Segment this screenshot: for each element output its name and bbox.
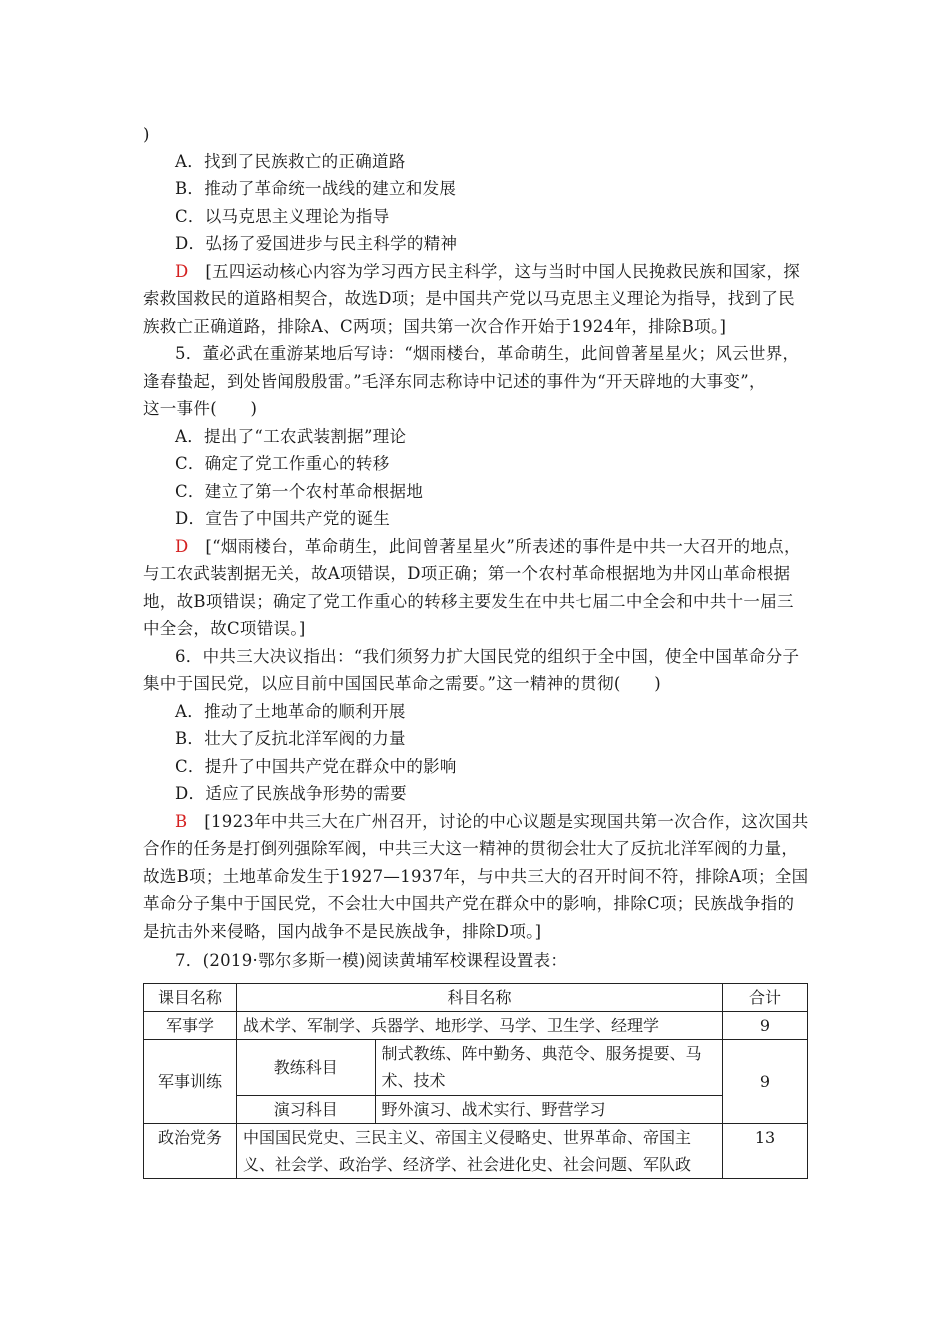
q5-option-a: A．提出了“工农武装割据”理论 xyxy=(175,427,407,446)
header-subject: 科目名称 xyxy=(237,984,723,1012)
q6-explanation-line: 合作的任务是打倒列强除军阀，中共三大这一精神的贯彻会壮大了反抗北洋军阀的力量， xyxy=(143,839,799,858)
training-teach-label: 教练科目 xyxy=(237,1040,375,1096)
training-subtable xyxy=(237,1040,722,1123)
q5-stem-line: 这一事件( ) xyxy=(143,399,258,418)
q5-explanation-line: D [“烟雨楼台，革命萌生，此间曾著星星火”所表述的事件是中共一大召开的地点， xyxy=(175,537,801,556)
training-drill-label: 演习科目 xyxy=(237,1096,375,1124)
q6-option-a: A．推动了土地革命的顺利开展 xyxy=(175,702,406,721)
training-drill-subjects: 野外演习、战术实行、野营学习 xyxy=(375,1096,722,1124)
q6-stem-line: 6．中共三大决议指出：“我们须努力扩大国民党的组织于全中国，使全中国革命分子 xyxy=(175,647,800,666)
training-teach-subjects: 制式教练、阵中勤务、典范令、服务提要、马 术、技术 xyxy=(375,1040,722,1096)
table-row xyxy=(144,1124,808,1179)
q5-explanation-line: 地，故B项错误；确定了党工作重心的转移主要发生在中共七届二中全会和中共十一届三 xyxy=(143,592,794,611)
header-course: 课目名称 xyxy=(144,984,237,1012)
q5-option-c: C．建立了第一个农村革命根据地 xyxy=(175,482,424,501)
q4-answer-letter: D xyxy=(175,262,189,281)
row-training-name: 军事训练 xyxy=(144,1040,237,1124)
row-politics-subjects: 中国国民党史、三民主义、帝国主义侵略史、世界革命、帝国主 义、社会学、政治学、经济学、社会进化史、社会问题、军队政 xyxy=(237,1124,723,1179)
q5-stem-line: 逢春蛰起，到处皆闻殷殷雷。”毛泽东同志称诗中记述的事件为“开天辟地的大事变”， xyxy=(143,372,766,391)
curriculum-table xyxy=(143,983,808,1179)
q6-explanation-line: 是抗击外来侵略，国内战争不是民族战争，排除D项。] xyxy=(143,922,542,941)
q6-option-b: B．壮大了反抗北洋军阀的力量 xyxy=(175,729,406,748)
q4-explanation-line: 索救国救民的道路相契合，故选D项；是中国共产党以马克思主义理论为指导，找到了民 xyxy=(143,289,795,308)
q5-explanation-line: 与工农武装割据无关，故A项错误，D项正确；第一个农村革命根据地为井冈山革命根据 xyxy=(143,564,791,583)
header-total: 合计 xyxy=(723,984,808,1012)
q6-option-d: D．适应了民族战争形势的需要 xyxy=(175,784,407,803)
q6-stem-line: 集中于国民党，以应目前中国国民革命之需要。”这一精神的贯彻( ) xyxy=(143,674,661,693)
q5-explanation-line: 中全会，故C项错误。] xyxy=(143,619,306,638)
row-military-name: 军事学 xyxy=(144,1012,237,1040)
table-row xyxy=(144,1012,808,1040)
row-military-total: 9 xyxy=(723,1012,808,1040)
q4-explanation-line: 族救亡正确道路，排除A、C两项；国共第一次合作开始于1924年，排除B项。] xyxy=(143,317,727,336)
q4-option-b: B．推动了革命统一战线的建立和发展 xyxy=(175,179,457,198)
q5-option-d: D．宣告了中国共产党的诞生 xyxy=(175,509,391,528)
q4-option-c: C．以马克思主义理论为指导 xyxy=(175,207,390,226)
table-header-row xyxy=(144,984,808,1012)
row-training-total: 9 xyxy=(723,1040,808,1124)
q6-explanation-line: 革命分子集中于国民党，不会壮大中国共产党在群众中的影响，排除C项；民族战争指的 xyxy=(143,894,795,913)
q5-option-b: C．确定了党工作重心的转移 xyxy=(175,454,390,473)
q6-option-c: C．提升了中国共产党在群众中的影响 xyxy=(175,757,457,776)
q6-explanation-line: B [1923年中共三大在广州召开，讨论的中心议题是实现国共第一次合作，这次国共 xyxy=(175,812,809,831)
q5-answer-letter: D xyxy=(175,537,189,556)
q6-explanation-line: 故选B项；土地革命发生于1927—1937年，与中共三大的召开时间不符，排除A项；全国 xyxy=(143,867,809,886)
row-politics-total: 13 xyxy=(723,1124,808,1179)
row-military-subjects: 战术学、军制学、兵器学、地形学、马学、卫生学、经理学 xyxy=(237,1012,723,1040)
q4-option-d: D．弘扬了爱国进步与民主科学的精神 xyxy=(175,234,458,253)
q5-stem-line: 5．董必武在重游某地后写诗：“烟雨楼台，革命萌生，此间曾著星星火；风云世界， xyxy=(175,344,800,363)
q6-answer-letter: B xyxy=(175,812,188,831)
q4-explanation-line: D [五四运动核心内容为学习西方民主科学，这与当时中国人民挽救民族和国家，探 xyxy=(175,262,801,281)
q4-stem-tail: ) xyxy=(143,125,150,144)
q4-option-a: A．找到了民族救亡的正确道路 xyxy=(175,152,406,171)
row-politics-name: 政治党务 xyxy=(144,1124,237,1179)
q7-stem: 7．(2019·鄂尔多斯一模)阅读黄埔军校课程设置表： xyxy=(175,951,568,970)
table-row xyxy=(144,1040,808,1124)
